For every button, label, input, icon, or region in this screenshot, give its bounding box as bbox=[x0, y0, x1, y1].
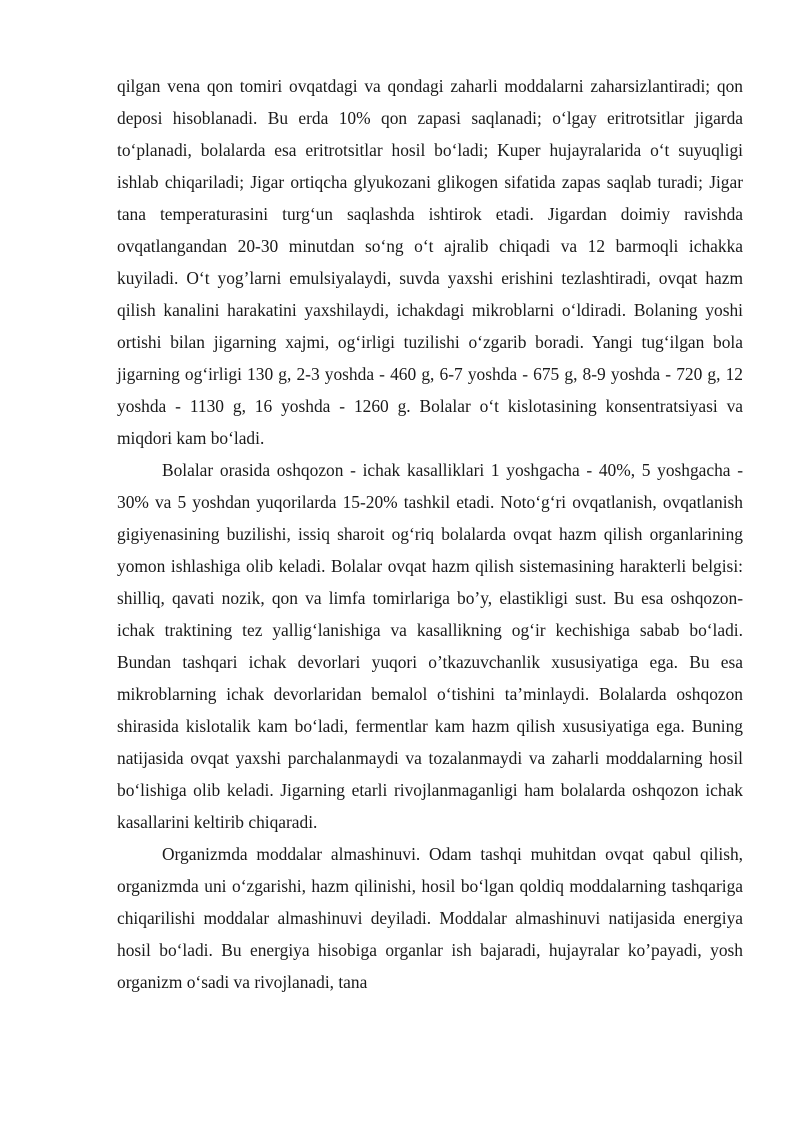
paragraph-metabolism: Organizmda moddalar almashinuvi. Odam tashqi muhitdan ovqat qabul qilish, organizmda uni o‘zgarishi, hazm qilinishi, hosil bo‘lgan qoldiq moddalarning tashqariga chiqarilishi moddalar almashinuvi deyiladi. Moddalar almashinuvi natijasida energiya hosil bo‘ladi. Bu energiya hisobiga organlar ish bajaradi, hujayralar ko’payadi, yosh organizm o‘sadi va rivojlanadi, tana bbox=[117, 844, 743, 992]
paragraph-gastrointestinal-diseases: Bolalar orasida oshqozon - ichak kasalliklari 1 yoshgacha - 40%, 5 yoshgacha - 30% va 5 yoshdan yuqorilarda 15-20% tashkil etadi. Noto‘g‘ri ovqatlanish, ovqatlanish gigiyenasining buzilishi, issiq sharoit og‘riq bolalarda ovqat hazm qilish organlarining yomon ishlashiga olib keladi. Bolalar ovqat hazm qilish sistemasining harakterli belgisi: shilliq, qavati nozik, qon va limfa tomirlariga bo’y, elastikligi sust. Bu esa oshqozon-ichak traktining tez yallig‘lanishiga va kasallikning og‘ir kechishiga sabab bo‘ladi. Bundan tashqari ichak devorlari yuqori o’tkazuvchanlik xususiyatiga ega. Bu esa mikroblarning ichak devorlaridan bemalol o‘tishini ta’minlaydi. Bolalarda oshqozon shirasida kislotalik kam bo‘ladi, fermentlar kam hazm qilish xususiyatiga ega. Buning natijasida ovqat yaxshi parchalanmaydi va tozalanmaydi va zaharli moddalarning hosil bo‘lishiga olib keladi. Jigarning etarli rivojlanmaganligi ham bolalarda oshqozon ichak kasallarini keltirib chiqaradi. bbox=[117, 460, 743, 832]
document-page bbox=[117, 70, 743, 998]
paragraph-liver-function: qilgan vena qon tomiri ovqatdagi va qondagi zaharli moddalarni zaharsizlantiradi; qon deposi hisoblanadi. Bu erda 10% qon zapasi saqlanadi; o‘lgay eritrotsitlar jigarda to‘planadi, bolalarda esa eritrotsitlar hosil bo‘ladi; Kuper hujayralarida o‘t suyuqligi ishlab chiqariladi; Jigar ortiqcha glyukozani glikogen sifatida zapas saqlab turadi; Jigar tana temperaturasini turg‘un saqlashda ishtirok etadi. Jigardan doimiy ravishda ovqatlangandan 20-30 minutdan so‘ng o‘t ajralib chiqadi va 12 barmoqli ichakka kuyiladi. O‘t yog’larni emulsiyalaydi, suvda yaxshi erishini tezlashtiradi, ovqat hazm qilish kanalini harakatini yaxshilaydi, ichakdagi mikroblarni o‘ldiradi. Bolaning yoshi ortishi bilan jigarning xajmi, og‘irligi tuzilishi o‘zgarib boradi. Yangi tug‘ilgan bola jigarning og‘irligi 130 g, 2-3 yoshda - 460 g, 6-7 yoshda - 675 g, 8-9 yoshda - 720 g, 12 yoshda - 1130 g, 16 yoshda - 1260 g. Bolalar o‘t kislotasining konsentratsiyasi va miqdori kam bo‘ladi. bbox=[117, 76, 743, 448]
